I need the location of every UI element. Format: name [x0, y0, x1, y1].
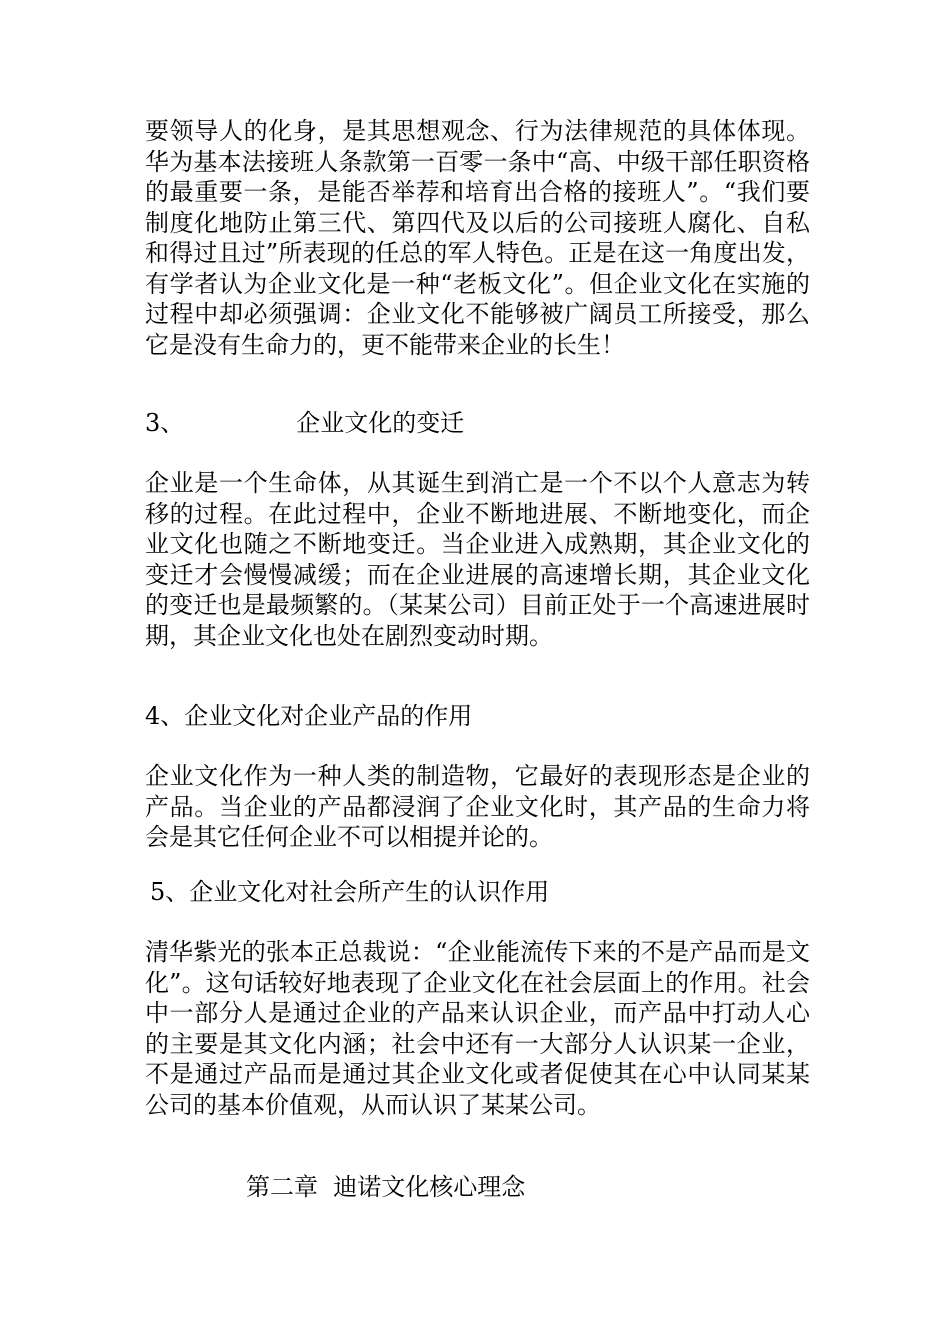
paragraph-successor-culture: 要领导人的化身，是其思想观念、行为法律规范的具体体现。华为基本法接班人条款第一百零一条中“高、中级干部任职资格的最重要一条，是能否举荐和培育出合格的接班人”。“我们要制度化地防止第三代、第四代及以后的公司接班人腐化、自私和得过且过”所表现的任总的军人特色。正是在这一角度出发，有学者认为企业文化是一种“老板文化”。但企业文化在实施的过程中却必须强调：企业文化不能够被广阔员工所接受，那么它是没有生命力的，更不能带来企业的长生！	[145, 117, 810, 359]
section-number-3: 3、	[145, 409, 185, 437]
section-heading-3	[145, 408, 464, 438]
paragraph-culture-society: 清华紫光的张本正总裁说：“企业能流传下来的不是产品而是文化”。这句话较好地表现了企业文化在社会层面上的作用。社会中一部分人是通过企业的产品来认识企业，而产品中打动人心的主要是其文化内涵；社会中还有一大部分人认识某一企业，不是通过产品而是通过其企业文化或者促使其在心中认同某某公司的基本价值观，从而认识了某某公司。	[145, 938, 810, 1119]
section-title-3: 企业文化的变迁	[296, 409, 465, 437]
paragraph-culture-change: 企业是一个生命体，从其诞生到消亡是一个不以个人意志为转移的过程。在此过程中，企业不断地进展、不断地变化，而企业文化也随之不断地变迁。当企业进入成熟期，其企业文化的变迁才会慢慢减缓；而在企业进展的高速增长期，其企业文化的变迁也是最频繁的。（某某公司）目前正处于一个高速进展时期，其企业文化也处在剧烈变动时期。	[145, 469, 810, 650]
chapter-title: 第二章 迪诺文化核心理念	[246, 1173, 526, 1201]
section-heading-5: 5、企业文化对社会所产生的认识作用	[150, 878, 550, 906]
paragraph-culture-products: 企业文化作为一种人类的制造物，它最好的表现形态是企业的产品。当企业的产品都浸润了企业文化时，其产品的生命力将会是其它任何企业不可以相提并论的。	[145, 762, 810, 851]
section-heading-4: 4、企业文化对企业产品的作用	[145, 702, 473, 730]
